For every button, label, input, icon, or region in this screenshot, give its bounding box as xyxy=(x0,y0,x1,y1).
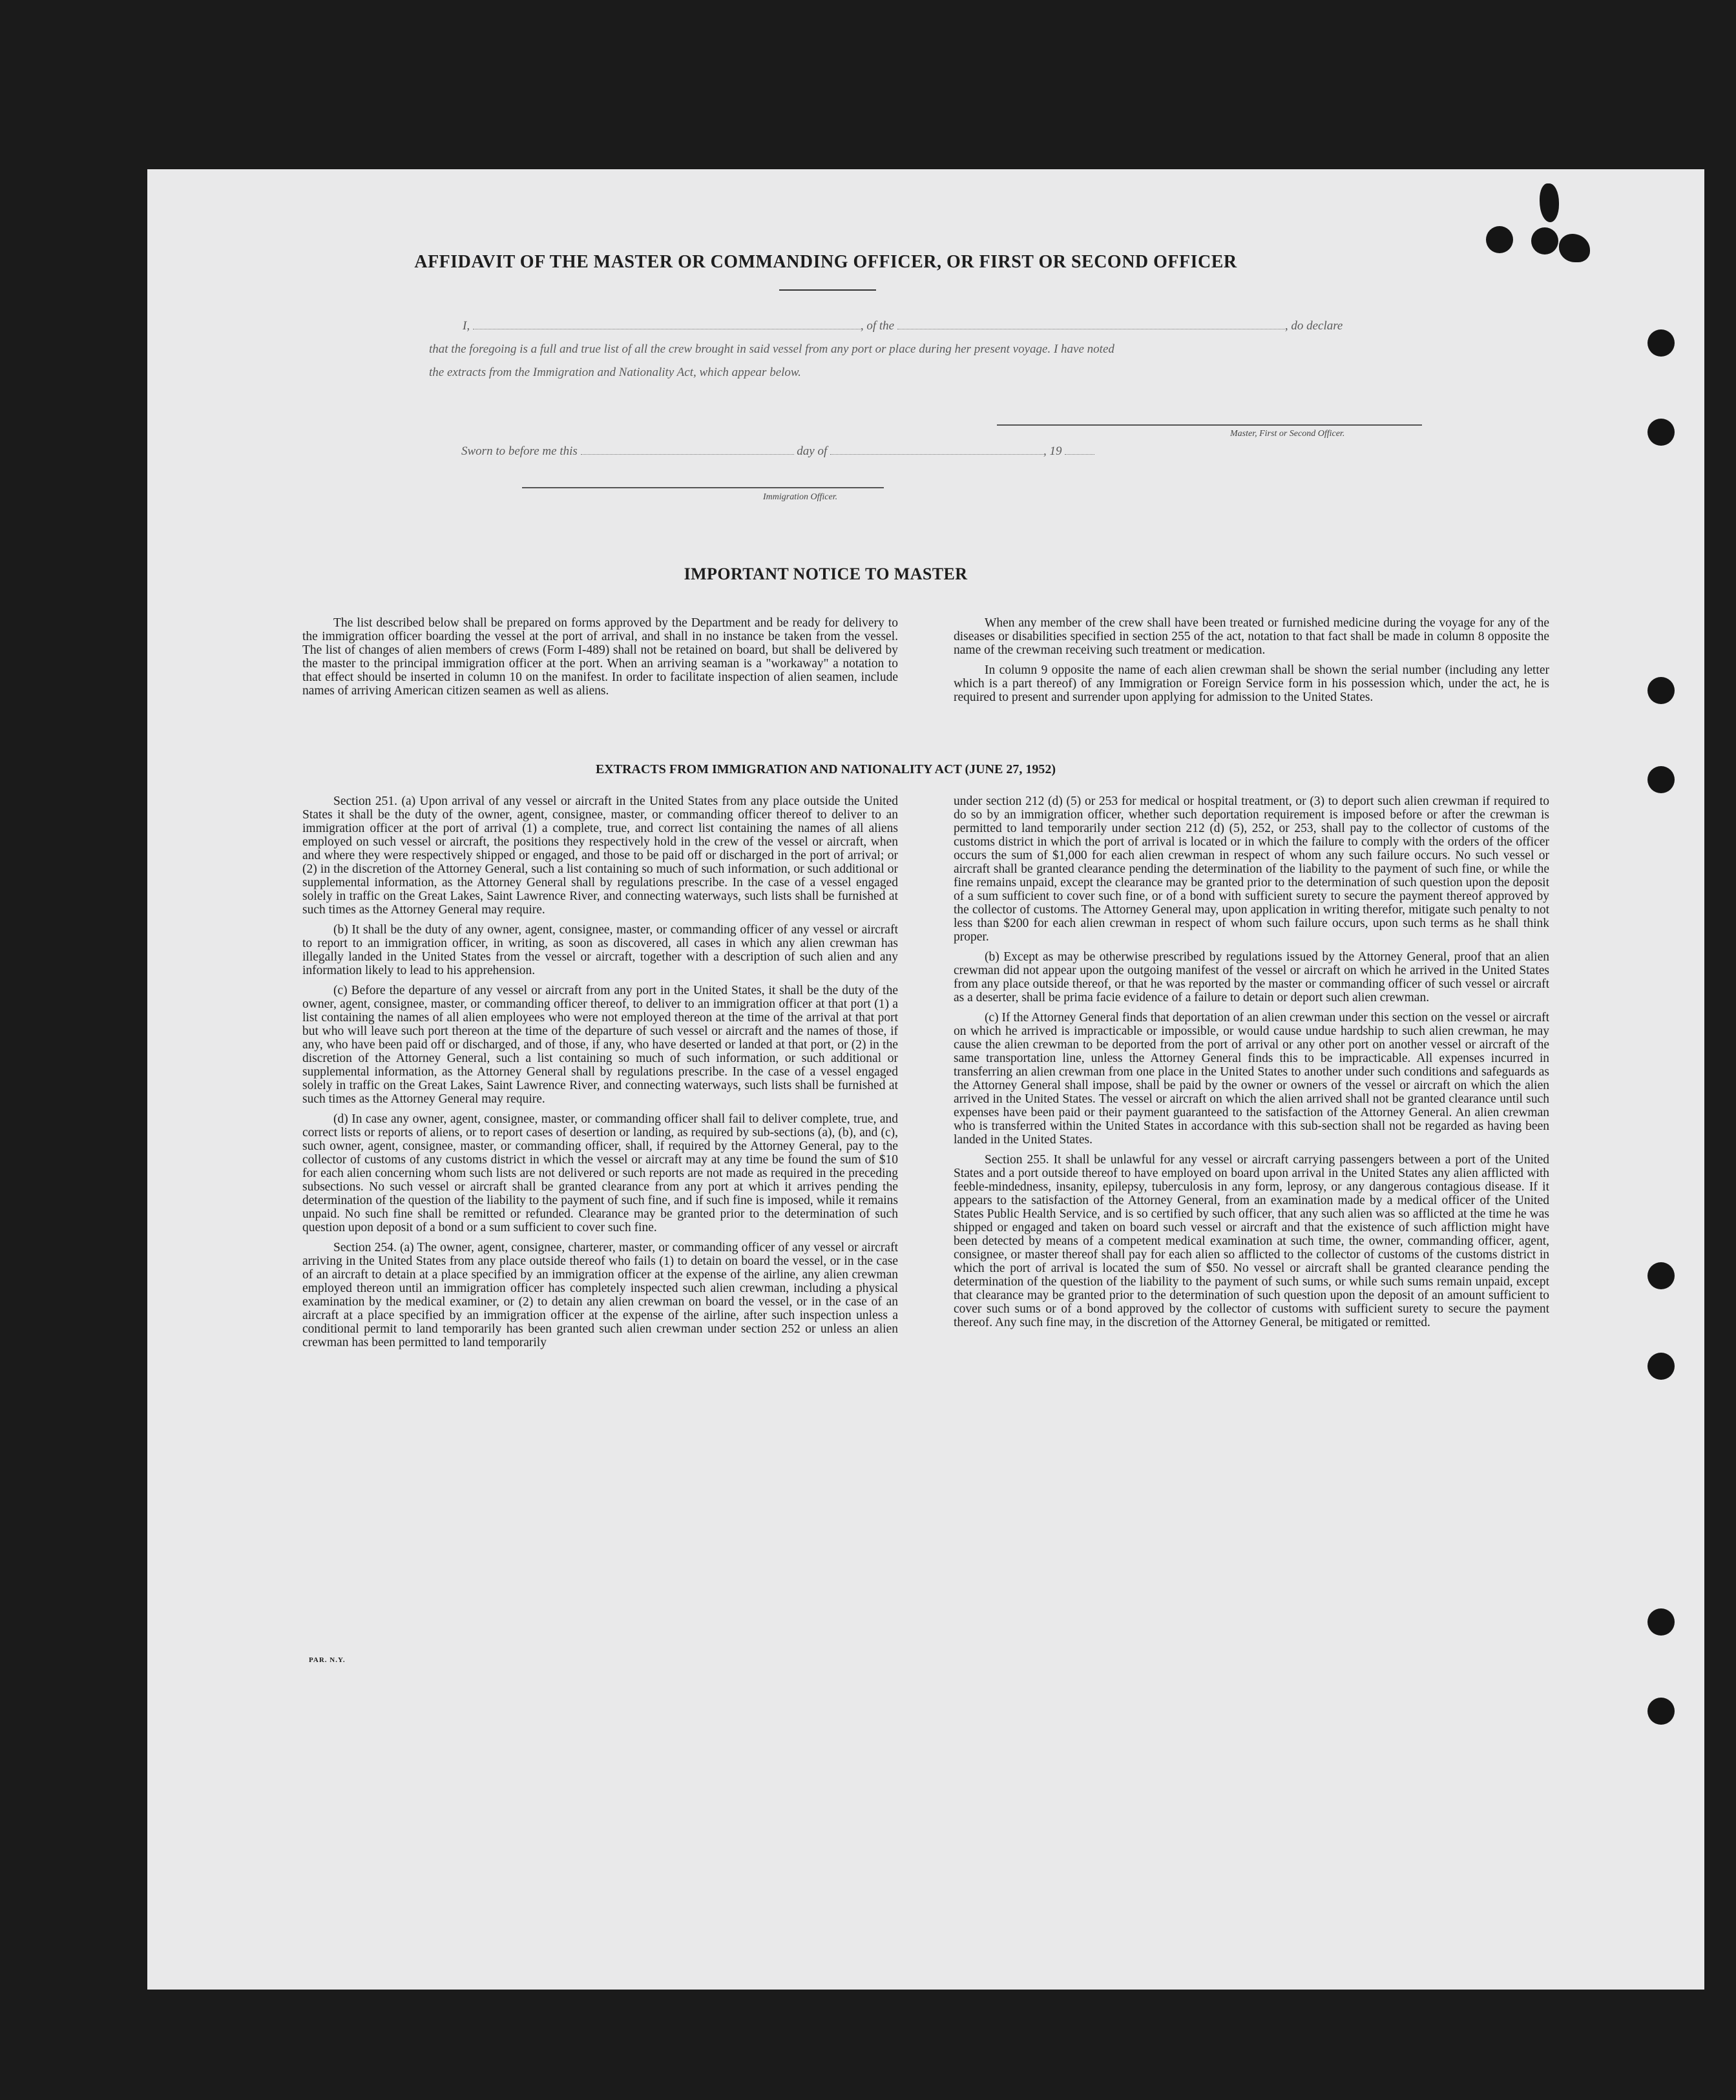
ink-blot xyxy=(1559,234,1590,262)
sworn-year-field[interactable] xyxy=(1065,454,1094,455)
extract-paragraph: Section 255. It shall be unlawful for any vessel or aircraft carrying passengers between a port of the United States and a port outside thereof to have employed on board upon arrival in the United States any alien afflicted with feeble-mindedness, insanity, epilepsy, tuberculosis in any form, leprosy, or any dangerous contagious disease. If it appears to the satisfaction of the Attorney General, from an examination made by a medical officer of the United States Public Health Service, and is so certified by such officer, that any such alien was so afflicted at the time he was shipped or engaged and taken on board such vessel or aircraft and that the existence of such affliction might have been detected by means of a competent medical examination at such time, the owner, commanding officer, agent, consignee, or master thereof shall pay for each alien so afflicted to the collector of customs of the customs district in which the port of arrival is located the sum of $50. No vessel or aircraft shall be granted clearance pending the determination of the question of the liability to the payment of such sums, or while such sums remain unpaid, except that clearance may be granted prior to the determination of such question upon the deposit of an amount sufficient to cover such sums or of a bond approved by the collector of customs with sufficient surety to secure the payment thereof. Any such fine may, in the discretion of the Attorney General, be mitigated or remitted. xyxy=(954,1153,1549,1329)
punch-hole-1 xyxy=(1486,226,1513,253)
notice-left-column xyxy=(302,616,898,704)
affidavit-title: AFFIDAVIT OF THE MASTER OR COMMANDING OFFICER, OR FIRST OR SECOND OFFICER xyxy=(414,252,1237,272)
sworn-day-of: day of xyxy=(797,444,828,458)
extracts-heading: EXTRACTS FROM IMMIGRATION AND NATIONALITY ACT (JUNE 27, 1952) xyxy=(595,762,1056,776)
declaration-line-1 xyxy=(463,319,1343,333)
extract-paragraph: (b) Except as may be otherwise prescribed by regulations issued by the Attorney General, proof that an alien crewman did not appear upon the outgoing manifest of the vessel or aircraft on which he arrived in the United States from any place outside thereof, or that he was reported by the master or commanding officer of such vessel or aircraft as a deserter, shall be prima facie evidence of a failure to detain or deport such alien crewman. xyxy=(954,950,1549,1004)
sworn-month-field[interactable] xyxy=(830,454,1043,455)
punch-hole-8 xyxy=(1647,1353,1675,1380)
punch-hole-5 xyxy=(1647,677,1675,704)
notice-paragraph: The list described below shall be prepared on forms approved by the Department and be ready for delivery to the immigration officer boarding the vessel at the port of arrival, and shall in no instance be taken from the vessel. The list of changes of alien members of crews (Form I-489) shall not be retained on board, but shall be delivered by the master to the principal immigration officer at the port. When an arriving seaman is a "workaway" a notation to that effect should be inserted in column 10 on the manifest. In order to facilitate inspection of alien seamen, include names of arriving American citizen seamen as well as aliens. xyxy=(302,616,898,698)
title-rule xyxy=(779,289,876,291)
master-signature-line[interactable] xyxy=(997,424,1422,426)
extract-paragraph: Section 251. (a) Upon arrival of any vessel or aircraft in the United States from any place outside the United States it shall be the duty of the owner, agent, consignee, master, or commanding officer thereof to deliver to an immigration officer at the port of arrival (1) a complete, true, and correct list containing the names of all aliens employed on such vessel or aircraft, the positions they respectively hold in the crew of the vessel or aircraft, when and where they were respectively shipped or engaged, and those to be paid off or discharged in the port of arrival; or (2) in the discretion of the Attorney General, such a list containing so much of such information, or such additional or supplemental information, as the Attorney General shall by regulations prescribe. In the case of a vessel engaged solely in traffic on the Great Lakes, Saint Lawrence River, and connecting waterways, such lists shall be furnished at such times as the Attorney General may require. xyxy=(302,795,898,917)
extract-paragraph: (b) It shall be the duty of any owner, agent, consignee, master, or commanding officer of any vessel or aircraft to report to an immigration officer, in writing, as soon as discovered, all cases in which any alien crewman has illegally landed in the United States from the vessel or aircraft, together with a description of such alien and any information likely to lead to his apprehension. xyxy=(302,923,898,977)
notice-right-column xyxy=(954,616,1549,711)
extract-paragraph: (c) Before the departure of any vessel or aircraft from any port in the United States, it shall be the duty of the owner, agent, consignee, master, or commanding officer thereof, to deliver to an immigration officer at that port (1) a list containing the names of all alien employees who were not employed thereon at the time of the arrival at that port but who will leave such port thereon at the time of the departure of such vessel or aircraft and the names of those, if any, who have been paid off or discharged, and of those, if any, who have deserted or landed at that port, or (2) in the discretion of the Attorney General, such a list containing so much of such information, or such additional or supplemental information, as the Attorney General shall by regulations prescribe. In the case of a vessel engaged solely in traffic on the Great Lakes, Saint Lawrence River, and connecting waterways, such lists shall be furnished at such times as the Attorney General may require. xyxy=(302,984,898,1106)
notice-paragraph: When any member of the crew shall have been treated or furnished medicine during the voyage for any of the diseases or disabilities specified in section 255 of the act, notation to that fact shall be made in column 8 opposite the name of the crewman receiving such treatment or medication. xyxy=(954,616,1549,657)
declaration-line-2: that the foregoing is a full and true list of all the crew brought in said vessel from any port or place during her present voyage. I have noted xyxy=(429,342,1114,356)
ink-blot xyxy=(1540,183,1559,222)
extract-paragraph: Section 254. (a) The owner, agent, consignee, charterer, master, or commanding officer of any vessel or aircraft arriving in the United States from any place outside thereof who fails (1) to detain on board the vessel, or in the case of an aircraft to detain at a place specified by an immigration officer at the expense of the airline, any alien crewman employed thereon until an immigration officer has completely inspected such alien crewman, including a physical examination by the medical examiner, or (2) to detain any alien crewman on board the vessel, or in the case of an aircraft at a place specified by an immigration officer at the expense of the airline, after such inspection unless a conditional permit to land temporarily has been granted such alien crewman under section 252 or unless an alien crewman has been permitted to land temporarily xyxy=(302,1241,898,1349)
extract-paragraph: (c) If the Attorney General finds that deportation of an alien crewman under this section on the vessel or aircraft on which he arrived is impracticable or impossible, or would cause undue hardship to such alien crewman, he may cause the alien crewman to be deported from the port of arrival or any other port on another vessel or aircraft of the same transportation line, unless the Attorney General finds this to be impracticable. All expenses incurred in transferring an alien crewman from one place in the United States to another under such conditions and safeguards as the Attorney General shall impose, shall be paid by the owner or owners of the vessel or aircraft on which the alien arrived in the United States. The vessel or aircraft on which the alien arrived shall not be granted clearance until such expenses have been paid or their payment guaranteed to the satisfaction of the Attorney General. An alien crewman who is transferred within the United States in accordance with this sub-section shall not be regarded as having been landed in the United States. xyxy=(954,1011,1549,1147)
declaration-do-declare: , do declare xyxy=(1284,319,1343,333)
extract-paragraph: (d) In case any owner, agent, consignee, master, or commanding officer shall fail to deliver complete, true, and correct lists or reports of aliens, or to report cases of desertion or landing, as required by sub-sections (a), (b), and (c), such owner, agent, consignee, master, or commanding officer, shall, if required by the Attorney General, pay to the collector of customs of any customs district in which the vessel or aircraft may at any time be found the sum of $10 for each alien concerning whom such lists are not delivered or such reports are not made as required in the preceding subsections. No such vessel or aircraft shall be granted clearance from any port at which it arrives pending the determination of the question of the liability to the payment of such fine, and if such fine is imposed, while it remains unpaid. No such fine shall be remitted or refunded. Clearance may be granted prior to the determination of such question upon deposit of a bond or a sum sufficient to cover such fine. xyxy=(302,1112,898,1234)
punch-hole-2 xyxy=(1531,227,1558,255)
declaration-i: I, xyxy=(463,319,470,333)
extracts-left-column xyxy=(302,795,898,1356)
extracts-right-column xyxy=(954,795,1549,1336)
printer-mark: PAR. N.Y. xyxy=(309,1656,346,1664)
notice-heading: IMPORTANT NOTICE TO MASTER xyxy=(684,565,968,583)
declaration-line-3: the extracts from the Immigration and Nationality Act, which appear below. xyxy=(429,366,801,379)
punch-hole-3 xyxy=(1647,329,1675,357)
sworn-year-label: , 19 xyxy=(1043,444,1062,458)
sworn-prefix: Sworn to before me this xyxy=(461,444,578,458)
sworn-line xyxy=(461,444,1094,459)
notice-paragraph: In column 9 opposite the name of each alien crewman shall be shown the serial number (including any letter which is a part thereof) of any Immigration or Foreign Service form in his possession which, under the act, he is required to present and surrender upon applying for admission to the United States. xyxy=(954,663,1549,704)
punch-hole-10 xyxy=(1647,1698,1675,1725)
extract-paragraph: under section 212 (d) (5) or 253 for medical or hospital treatment, or (3) to deport such alien crewman if required to do so by an immigration officer, whether such deportation requirement is imposed before or after the crewman is permitted to land temporarily under section 212 (d) (5), 252, or 253, shall pay to the collector of customs of the customs district in which the port of arrival is located or in which the failure to comply with the orders of the officer occurs the sum of $1,000 for each alien crewman in respect of whom any such failure occurs. No such vessel or aircraft shall be granted clearance pending the determination of the liability to the payment of such fine, or while the fine remains unpaid, except the clearance may be granted prior to the determination of such question upon the deposit of a sum sufficient to cover such fine, or of a bond with sufficient surety to secure the payment thereof approved by the collector of customs. The Attorney General may, upon application in writing therefor, mitigate such penalty to not less than $200 for each alien crewman in respect of whom such failure occurs, upon such terms as he shall think proper. xyxy=(954,795,1549,944)
declaration-of-the: , of the xyxy=(860,319,895,333)
sworn-day-field[interactable] xyxy=(581,454,794,455)
officer-signature-label: Immigration Officer. xyxy=(763,492,838,502)
punch-hole-9 xyxy=(1647,1608,1675,1636)
punch-hole-6 xyxy=(1647,766,1675,793)
punch-hole-4 xyxy=(1647,419,1675,446)
officer-signature-line[interactable] xyxy=(522,487,884,488)
master-signature-label: Master, First or Second Officer. xyxy=(1230,429,1345,439)
punch-hole-7 xyxy=(1647,1262,1675,1289)
document-page xyxy=(147,169,1704,1990)
